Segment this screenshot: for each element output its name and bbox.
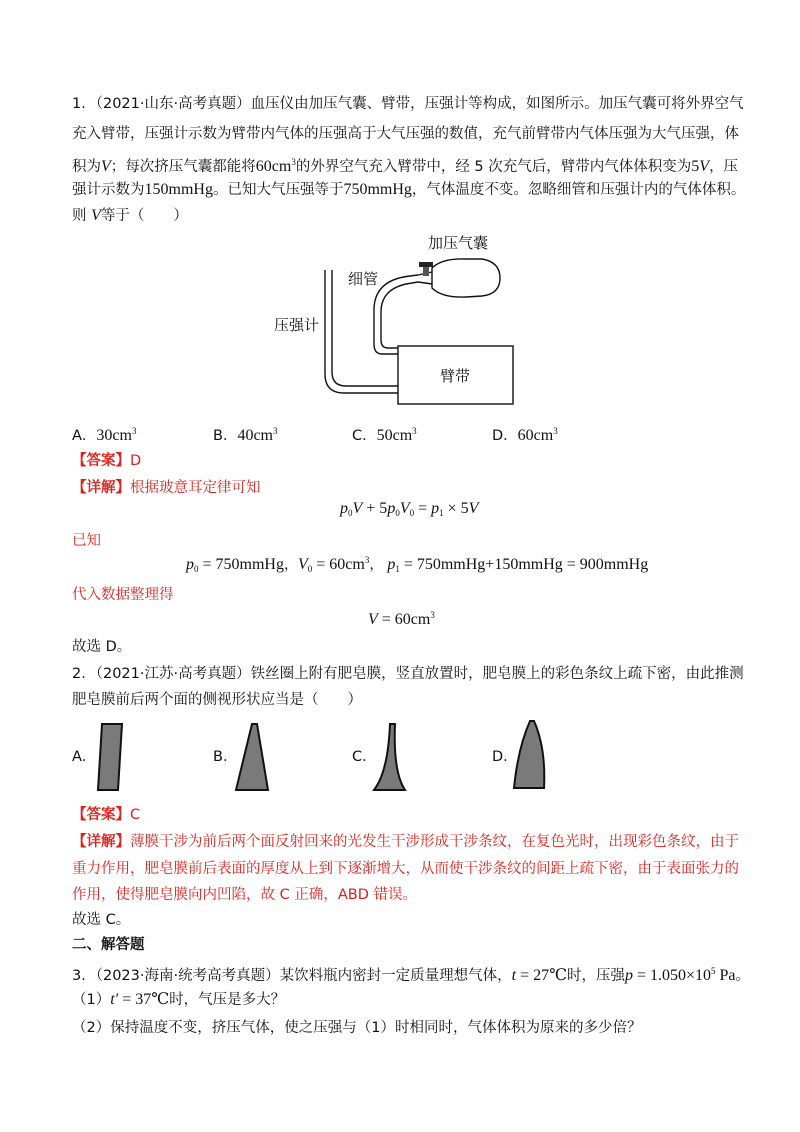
q1-text-line5b: 等于（ ） (100, 208, 188, 224)
q1-text-line3a: 积为 (72, 159, 101, 175)
q2-shape-b (232, 722, 272, 792)
option-a-number: 30 (96, 427, 113, 444)
valve-cap (419, 262, 433, 267)
q3-formula-t: t = 27℃ (511, 967, 567, 984)
q1-equation-known: $p_0$ = 750mmHg，$V_0 = 60cm^3$， $p_1$ = 750mmHg+150mmHg = 900mmHg (186, 555, 649, 574)
q2-text-line2: 肥皂膜前后两个面的侧视形状应当是（ ） (72, 692, 362, 708)
q1-text-line1: 血压仪由加压气囊、臂带，压强计等构成，如图所示。加压气囊可将外界空气 (250, 96, 744, 112)
q1-text-line2: 充入臂带，压强计示数为臂带内气体的压强高于大气压强的数值，充气前臂带内气体压强为大气压强，体 (72, 126, 739, 142)
label-cuff: 臂带 (440, 367, 471, 385)
q2-detail-line1 (72, 832, 739, 852)
q2-detail-line3: 作用，使得肥皂膜向内凹陷，故 C 正确，ABD 错误。 (72, 887, 417, 903)
label-gauge: 压强计 (274, 316, 320, 334)
option-c-value: $50cm^3$ (376, 426, 417, 444)
label-bulb: 加压气囊 (428, 234, 489, 252)
q1-text-line5a: 则 (72, 208, 87, 224)
q1-answer-value: D (130, 453, 142, 469)
option-a-label: A． (72, 428, 97, 444)
option-b-number: 40 (237, 427, 254, 444)
q1-text-line3d: ，压 (709, 159, 739, 175)
q3-sub1-label: （1） (72, 992, 111, 1008)
q2-shape-d (508, 718, 552, 792)
label-tube: 细管 (348, 270, 379, 288)
q2-answer (72, 805, 140, 825)
option-d-label: D． (492, 428, 518, 444)
q1-number: 1． (72, 96, 96, 112)
q3-sub1 (72, 990, 285, 1010)
q1-line2 (72, 124, 739, 144)
q3-sub2-text: 保持温度不变，挤压气体，使之压强与（1）时相同时，气体体积为原来的多少倍？ (110, 1020, 642, 1036)
q1-formula-750mmhg: 750mmHg (343, 181, 412, 198)
q2-detail-label: 【详解】 (72, 834, 130, 850)
q2-option-b-label: B． (213, 749, 238, 765)
q1-formula-60cm3: $60cm^3$ (255, 157, 296, 175)
q1-conclusion: 故选 D。 (72, 639, 132, 655)
q3-line1 (72, 961, 750, 986)
q1-equation-result: $V = 60cm^3$ (368, 610, 435, 628)
valve-stem (423, 267, 429, 276)
q3-text-b: 时，压强 (566, 968, 625, 984)
q1-var-v: V (101, 158, 111, 175)
option-d-number: 60 (517, 427, 534, 444)
q1-substitute: 代入数据整理得 (72, 587, 174, 603)
q2-source: （2021·江苏·高考真题） (95, 666, 251, 682)
q1-answer (72, 451, 141, 471)
q1-detail-text: 根据玻意耳定律可知 (130, 480, 261, 496)
q1-known: 已知 (72, 533, 101, 549)
option-a-value: $30cm^3$ (96, 426, 137, 444)
bulb-neck-bottom (418, 282, 432, 284)
q2-shape-a (92, 722, 132, 792)
q1-option-a[interactable] (72, 421, 136, 446)
q1-line5 (72, 206, 188, 226)
q3-sub2-label: （2） (72, 1020, 111, 1036)
bulb-shape (432, 259, 500, 297)
q2-detail-text1: 薄膜干涉为前后两个面反射回来的光发生干涉形成干涉条纹，在复色光时，出现彩色条纹，由于 (130, 834, 739, 850)
q2-line2 (72, 690, 362, 710)
q1-line1 (72, 94, 744, 114)
q2-option-c-label: C． (352, 749, 377, 765)
q1-formula-150mmhg: 150mmHg (144, 181, 213, 198)
q1-text-line4a: 强计示数为 (72, 182, 145, 198)
q3-text-a: 某饮料瓶内密封一定质量理想气体， (279, 968, 512, 984)
q1-option-b[interactable] (213, 421, 278, 446)
q3-formula-p: $p = 1.050\times 10^5$ Pa (624, 966, 736, 984)
q2-option-d-label: D． (492, 749, 518, 765)
option-b-value: $40cm^3$ (237, 426, 278, 444)
q1-figure (270, 226, 530, 406)
option-c-label: C． (352, 428, 377, 444)
q1-source: （2021·山东·高考真题） (95, 96, 251, 112)
q3-formula-t-prime: t′ = 37℃ (110, 991, 170, 1008)
q1-option-d[interactable] (492, 421, 558, 446)
option-b-label: B． (213, 428, 238, 444)
q2-line1 (72, 664, 744, 684)
section-title-answer-questions: 二、解答题 (72, 937, 145, 953)
q2-answer-value: C (130, 807, 141, 823)
thin-tube-inner (381, 282, 418, 348)
q1-text-line4c: ，气体温度不变。忽略细管和压强计内的气体体积。 (411, 182, 746, 198)
q3-sub1-text: 时，气压是多大？ (169, 992, 286, 1008)
q1-text-line3c: 的外界空气充入臂带中，经 5 次充气后，臂带内气体体积变为 (295, 159, 692, 175)
option-c-unit: cm (392, 427, 413, 444)
option-d-unit: cm (533, 427, 554, 444)
option-d-value: $60cm^3$ (517, 426, 558, 444)
gauge-tube-left (325, 270, 398, 393)
q3-number: 3． (72, 968, 96, 984)
q3-source: （2023·海南·统考高考真题） (95, 968, 280, 984)
q2-number: 2． (72, 666, 96, 682)
q3-sub2 (72, 1018, 641, 1038)
q1-text-line4b: 。已知大气压强等于 (212, 182, 344, 198)
option-a-unit: cm (112, 427, 132, 444)
q1-detail (72, 478, 261, 498)
q2-detail-line2: 重力作用，肥皂膜前后表面的厚度从上到下逐渐增大，从而使干涉条纹的间距上疏下密，由于表面张力的 (72, 861, 739, 877)
q2-shape-c (368, 722, 408, 792)
q2-text-line1: 铁丝圈上附有肥皂膜，竖直放置时，肥皂膜上的彩色条纹上疏下密，由此推测 (250, 666, 744, 682)
q1-line3 (72, 152, 738, 177)
q1-text-line3b: ；每次挤压气囊都能将 (110, 159, 256, 175)
q1-line4 (72, 180, 745, 200)
option-c-number: 50 (376, 427, 393, 444)
q3-text-c: 。 (735, 968, 751, 984)
q1-option-c[interactable] (352, 421, 417, 446)
q1-detail-label: 【详解】 (72, 480, 130, 496)
q2-conclusion: 故选 C。 (72, 912, 131, 928)
option-b-unit: cm (253, 427, 273, 444)
q1-formula-5v: 5V (691, 158, 710, 175)
q1-answer-label: 【答案】 (72, 453, 130, 469)
q1-var-v2: V (91, 207, 101, 224)
q2-option-a-label: A． (72, 749, 97, 765)
q1-equation-boyle: $p_0V + 5p_0V_0 = p_1 \times 5V$ (340, 500, 479, 518)
q2-answer-label: 【答案】 (72, 807, 130, 823)
